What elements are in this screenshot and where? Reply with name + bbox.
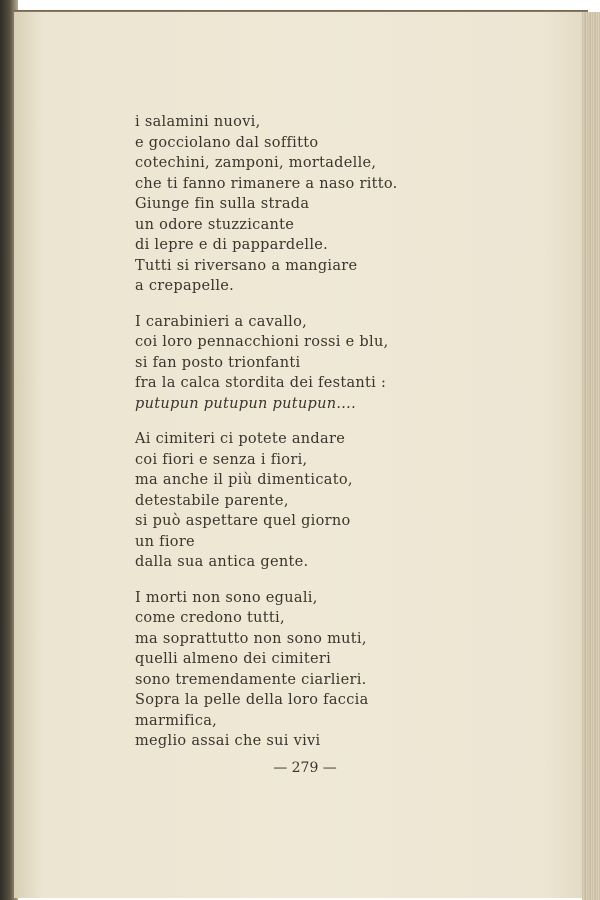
- poem-line: Sopra la pelle della loro faccia: [135, 692, 369, 708]
- poem-line: ma anche il più dimenticato,: [135, 472, 353, 488]
- poem-line: Ai cimiteri ci potete andare: [135, 431, 346, 447]
- poem-line: quelli almeno dei cimiteri: [135, 651, 332, 667]
- poem-text: [135, 112, 398, 767]
- poem-line: fra la calca stordita dei festanti :: [135, 375, 387, 391]
- poem-line: coi fiori e senza i fiori,: [135, 451, 308, 468]
- stanza-1: [135, 112, 398, 297]
- stanza-4: [135, 588, 398, 752]
- poem-line: I carabinieri a cavallo,: [135, 313, 308, 330]
- poem-line: I morti non sono eguali,: [135, 589, 318, 606]
- poem-line: Tutti si riversano a mangiare: [135, 257, 358, 274]
- poem-line: come credono tutti,: [135, 610, 285, 626]
- page-number: — 279 —: [273, 760, 337, 776]
- poem-line: i salamini nuovi,: [135, 114, 261, 130]
- poem-line: un fiore: [135, 533, 195, 550]
- poem-line: dalla sua antica gente.: [135, 554, 309, 570]
- poem-line: che ti fanno rimanere a naso ritto.: [135, 175, 398, 192]
- poem-line: marmifica,: [135, 712, 218, 729]
- poem-line: cotechini, zamponi, mortadelle,: [135, 155, 377, 171]
- poem-line: si fan posto trionfanti: [135, 354, 301, 371]
- poem-line: di lepre e di pappardelle.: [135, 237, 329, 253]
- poem-line: e gocciolano dal soffitto: [135, 134, 319, 151]
- poem-line: ma soprattutto non sono muti,: [135, 630, 367, 647]
- poem-line: sono tremendamente ciarlieri.: [135, 671, 367, 688]
- poem-line: detestabile parente,: [135, 492, 289, 509]
- stanza-3: [135, 429, 398, 573]
- poem-line: coi loro pennacchioni rossi e blu,: [135, 334, 389, 350]
- poem-line: Giunge fin sulla strada: [135, 196, 310, 212]
- poem-line: si può aspettare quel giorno: [135, 513, 351, 529]
- poem-line: un odore stuzzicante: [135, 216, 295, 233]
- stanza-2: [135, 312, 398, 415]
- poem-line: a crepapelle.: [135, 278, 235, 294]
- poem-line: meglio assai che sui vivi: [135, 733, 321, 749]
- poem-line-onomatopoeia: putupun putupun putupun....: [135, 395, 356, 412]
